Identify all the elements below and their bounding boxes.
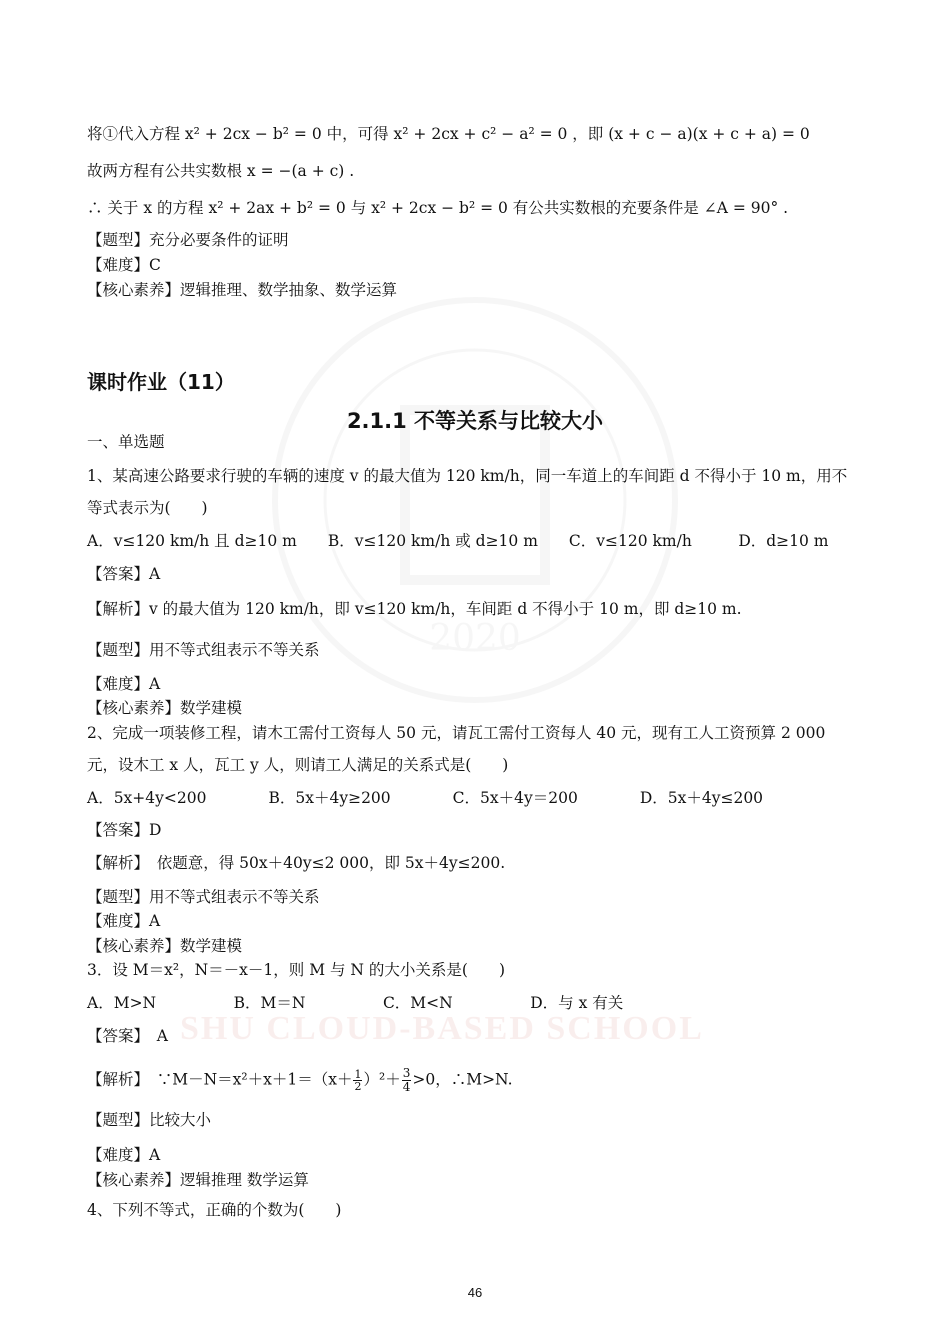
- q2-options: A．5x+4y<200 B．5x＋4y≥200 C．5x＋4y＝200 D．5x＋4y≤200: [87, 789, 764, 807]
- q2-difficulty: 【难度】A: [87, 912, 161, 930]
- q3-type: 【题型】比较大小: [87, 1111, 212, 1129]
- proof-line-2: 故两方程有公共实数根 x = −(a + c) .: [87, 162, 355, 180]
- fraction-one-half-numerator: 1: [354, 1068, 362, 1081]
- q3-analysis-suffix: >0，∴M>N.: [412, 1070, 513, 1089]
- watermark-text: SHU CLOUD-BASED SCHOOL: [180, 1010, 704, 1047]
- proof-line-3: ∴ 关于 x 的方程 x² + 2ax + b² = 0 与 x² + 2cx − b² = 0 有公共实数根的充要条件是 ∠A = 90° .: [87, 199, 789, 217]
- q3-stem: 3．设 M＝x²，N＝－x－1，则 M 与 N 的大小关系是( ): [87, 961, 506, 979]
- fraction-three-quarters-numerator: 3: [402, 1066, 411, 1080]
- q4-stem: 4、下列不等式，正确的个数为( ): [87, 1201, 342, 1219]
- fraction-one-half-denominator: 2: [354, 1080, 362, 1093]
- page-number: 46: [467, 1285, 483, 1300]
- proof-line-1: 将①代入方程 x² + 2cx − b² = 0 中，可得 x² + 2cx + c² − a² = 0 ，即 (x + c − a)(x + c + a) = 0: [87, 125, 810, 143]
- q1-stem-line-1: 1、某高速公路要求行驶的车辆的速度 v 的最大值为 120 km/h，同一车道上的车间距 d 不得小于 10 m，用不: [87, 467, 848, 485]
- question-type: 【题型】充分必要条件的证明: [87, 231, 289, 249]
- q2-analysis: 【解析】 依题意，得 50x＋40y≤2 000，即 5x＋4y≤200.: [87, 854, 506, 872]
- q1-difficulty: 【难度】A: [87, 675, 161, 693]
- q2-type: 【题型】用不等式组表示不等关系: [87, 888, 320, 906]
- q3-literacy: 【核心素养】逻辑推理 数学运算: [87, 1171, 309, 1189]
- core-literacy: 【核心素养】逻辑推理、数学抽象、数学运算: [87, 281, 398, 299]
- q1-type: 【题型】用不等式组表示不等关系: [87, 641, 320, 659]
- q1-answer: 【答案】A: [87, 565, 161, 583]
- q1-analysis: 【解析】v 的最大值为 120 km/h，即 v≤120 km/h，车间距 d 不得小于 10 m，即 d≥10 m.: [87, 600, 742, 618]
- q3-answer: 【答案】 A: [87, 1027, 168, 1045]
- q2-literacy: 【核心素养】数学建模: [87, 937, 243, 955]
- q2-stem-line-1: 2、完成一项装修工程，请木工需付工资每人 50 元，请瓦工需付工资每人 40 元，现有工人工资预算 2 000: [87, 724, 826, 742]
- q3-options: A．M>N B．M＝N C．M<N D．与 x 有关: [87, 994, 624, 1012]
- q3-analysis-prefix: 【解析】 ∵M－N＝x²＋x＋1＝（x＋: [87, 1070, 353, 1089]
- question-difficulty: 【难度】C: [87, 256, 161, 274]
- watermark-year: 2020: [429, 618, 521, 659]
- fraction-three-quarters-denominator: 4: [402, 1080, 411, 1094]
- school-seal-watermark: [265, 290, 685, 710]
- section-heading: 课时作业（11）: [87, 370, 235, 394]
- fraction-three-quarters: [402, 1067, 412, 1094]
- q2-answer: 【答案】D: [87, 821, 162, 839]
- question-category: 一、单选题: [87, 433, 165, 451]
- fraction-one-half: [353, 1069, 362, 1092]
- q2-stem-line-2: 元，设木工 x 人，瓦工 y 人，则请工人满足的关系式是( ): [87, 756, 509, 774]
- q1-literacy: 【核心素养】数学建模: [87, 699, 243, 717]
- q1-options: A．v≤120 km/h 且 d≥10 m B．v≤120 km/h 或 d≥10 m C．v≤120 km/h D．d≥10 m: [87, 532, 829, 550]
- q3-analysis: [87, 1067, 513, 1094]
- q3-difficulty: 【难度】A: [87, 1146, 161, 1164]
- lesson-title: 2.1.1 不等关系与比较大小: [346, 409, 604, 433]
- q1-stem-line-2: 等式表示为( ): [87, 499, 208, 517]
- q3-analysis-mid: ）²＋: [363, 1070, 401, 1089]
